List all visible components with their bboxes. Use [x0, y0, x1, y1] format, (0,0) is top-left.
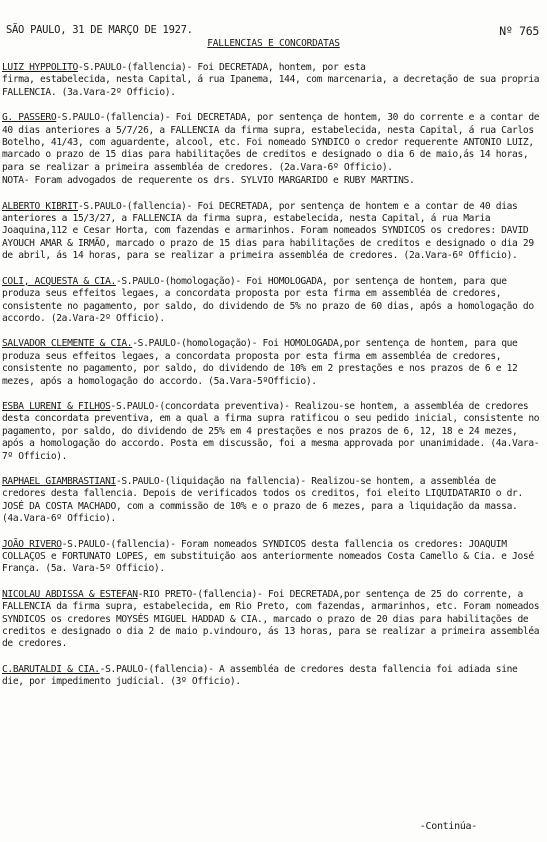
entry-name: ESBA LURENI & FILHOS [2, 400, 111, 412]
entry [2, 201, 543, 263]
entry [2, 62, 543, 99]
entry-text: -S.PAULO-(fallencia)- Foi DECRETADA, hontem, por esta firma, estabelecida, nesta Capital, á rua Ipanema, 144, com marcenaria, a decretação de sua propria FALLENCIA. (3a.Vara-2º Officio). [2, 62, 540, 98]
bulletin-number: Nº 765 [499, 24, 539, 38]
entry-name: JOÃO RIVERO [2, 538, 62, 550]
section-title: FALLENCIAS E CONCORDATAS [207, 38, 340, 49]
entry-text: NOTA- Foram advogados de requerente os drs. SYLVIO MARGARIDO e RUBY MARTINS. [2, 175, 415, 187]
entry-text: -S.PAULO-(fallencia)- Foram nomeados SYNDICOS desta fallencia os credores: JOAQUIM COLLAÇOS e FORTUNATO LOPES, em substituição aos anteriormente nomeados Costa Camello & Cia. e José França. (5a. Vara-5º Officio). [2, 538, 534, 575]
entry-text: -S.PAULO-(fallencia)- A assembléa de credores desta fallencia foi adiada sine die, por impedimento judicial. (3º Officio). [2, 663, 518, 688]
entry-name: RAPHAEL GIAMBRASTIANI [2, 475, 116, 487]
entry-note [2, 175, 543, 187]
entry [2, 539, 543, 576]
entry [2, 589, 543, 651]
continued-note: -Continúa- [419, 821, 477, 832]
entry-name: G. PASSERO [2, 112, 57, 124]
entry [2, 276, 543, 326]
entries-list [2, 62, 543, 702]
entry-name: SALVADOR CLEMENTE & CIA. [2, 338, 133, 350]
entry [2, 476, 543, 526]
entry [2, 112, 543, 174]
entry [2, 338, 543, 388]
entry-name: NICOLAU ABDISSA & ESTEFAN [2, 588, 138, 600]
entry-name: ALBERTO KIBRIT [2, 200, 78, 212]
entry-name: LUIZ HYPPOLITO [2, 62, 78, 73]
entry [2, 401, 543, 463]
entry-text: -S.PAULO-(fallencia)- Foi DECRETADA, por sentença de hontem e a contar de 40 dias anteriores a 15/3/27, a FALLENCIA da firma supra, estabelecida, nesta Capital, á rua Maria Joaquina,112 e Cesar Horta, com fazendas e armarinhos. Foram nomeados SYNDICOS os credores: DAVID AYOUCH AMAR & IRMÃO, marcado o prazo de 15 dias para habilitações de creditos e designado o dia 29 de abril, ás 14 horas, para se realizar a primeira assembléa de credores. (2a.Vara-6º Officio). [2, 200, 534, 262]
entry-text: -S.PAULO-(concordata preventiva)- Realizou-se hontem, a assembléa de credores desta concordata preventiva, em a qual a firma supra ratificou o seu pedido inicial, consistente no pagamento, por saldo, do dividendo de 25% em 4 prestações e nos prazos de 6, 12, 18 e 24 mezes, após a homologação do accordo. Posta em discussão, foi a mesma approvada por unanimidade. (4a.Vara-7º Officio). [2, 400, 540, 462]
entry-text: -S.PAULO-(liquidação na fallencia)- Realizou-se hontem, a assembléa de credores desta fallencia. Depois de verificados todos os creditos, foi eleito LIQUIDATARIO o dr. JOSÉ DA COSTA MACHADO, com a commissão de 10% e o prazo de 6 mezes, para a liquidação da massa. (4a.Vara-6º Officio). [2, 475, 523, 525]
header-date: SÃO PAULO, 31 DE MARÇO DE 1927. [6, 24, 193, 36]
entry-text: -S.PAULO-(homologação)- Foi HOMOLOGADA, por sentença de hontem, para que produza seus effeitos legaes, a concordata proposta por esta firma em assembléa de credores, consistente no pagamento, por saldo, do dividendo de 5% no prazo de 60 dias, após a homologação do accordo. (2a.Vara-2º Officio). [2, 275, 534, 324]
entry-text: -S.PAULO-(homologação)- Foi HOMOLOGADA,por sentença de hontem, para que produza seus effeitos legaes, a concordata proposta por esta firma em assembléa de credores, consistente no pagamento, por saldo, do dividendo de 10% em 2 prestações e nos prazos de 6 e 12 mezes, após a homologação do accordo. (5a.Vara-5ºOfficio). [2, 338, 518, 387]
entry-name: C.BARUTALDI & CIA. [2, 663, 100, 675]
entry-text: -RIO PRETO-(fallencia)- Foi DECRETADA,por sentença de 25 do corrente, a FALLENCIA da firma supra, estabelecida, em Rio Preto, com fazendas, armarinhos, etc. Foram nomeados SYNDICOS os credores MOYSÉS MIGUEL HADDAD & CIA., marcado o prazo de 20 dias para habilitações de creditos e designado o dia 2 de maio p.vindouro, ás 13 horas, para se realizar a primeira assembléa de credores. [2, 588, 540, 650]
entry [2, 664, 543, 689]
entry-name: COLI, ACQUESTA & CIA. [2, 275, 116, 287]
entry-text: -S.PAULO-(fallencia)- Foi DECRETADA, por sentença de hontem, 30 do corrente e a contar de 40 dias anteriores a 5/7/26, a FALLENCIA da firma supra, estabelecida, nesta Capital, á rua Carlos Botelho, 41/43, com aguardente, alcool, etc. Foi nomeado SYNDICO o credor requerente ANTONIO LUIZ, marcado o prazo de 15 dias para habilitações de creditos e designado o dia 6 de maio,ás 14 horas, para se realizar a primeira assembléa de credores. (2a.Vara-6º Officio). [2, 112, 540, 173]
